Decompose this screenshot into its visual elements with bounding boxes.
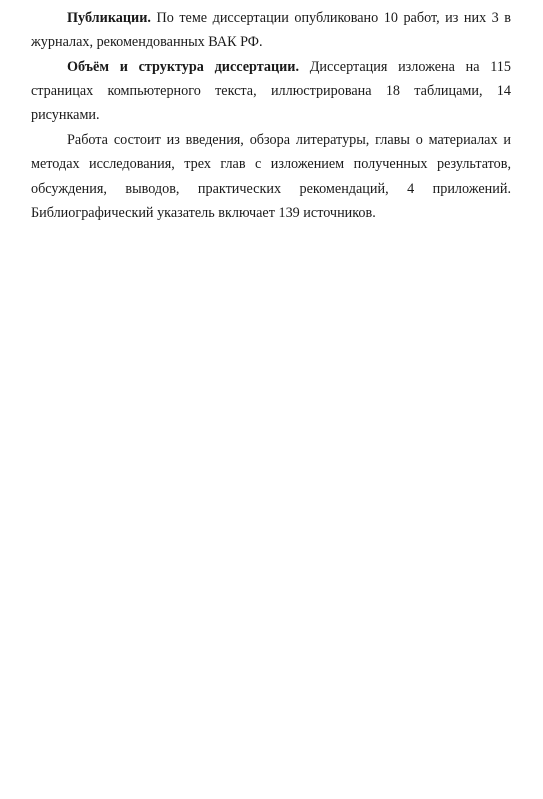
paragraph-contents-line-4 (31, 205, 511, 227)
paragraph-structure-line-2 (31, 83, 511, 105)
contents-text-2: методах исследования, трех глав с изложением полученных результатов, (31, 156, 511, 172)
paragraph-contents-line-2 (31, 156, 511, 178)
structure-text-1: Диссертация изложена на 115 (299, 59, 511, 75)
publications-text-1: По теме диссертации опубликовано 10 работ, из них 3 в (150, 10, 511, 26)
publications-text-2: журналах, рекомендованных ВАК РФ. (31, 34, 263, 50)
contents-text-1: Работа состоит из введения, обзора литературы, главы о материалах и (67, 132, 511, 148)
paragraph-structure-line-1 (67, 59, 511, 81)
paragraph-contents-line-1 (67, 132, 511, 154)
structure-text-3: рисунками. (31, 107, 100, 123)
structure-text-2: страницах компьютерного текста, иллюстрирована 18 таблицами, 14 (31, 83, 511, 99)
publications-heading: Публикации. (67, 10, 151, 26)
structure-heading: Объём и структура диссертации. (67, 59, 300, 75)
paragraph-structure-line-3 (31, 107, 511, 129)
paragraph-publications-line-2 (31, 34, 511, 56)
contents-text-4: Библиографический указатель включает 139 источников. (31, 205, 376, 221)
contents-text-3: обсуждения, выводов, практических рекомендаций, 4 приложений. (31, 181, 511, 197)
paragraph-contents-line-3 (31, 181, 511, 203)
paragraph-publications-line-1 (67, 10, 511, 32)
